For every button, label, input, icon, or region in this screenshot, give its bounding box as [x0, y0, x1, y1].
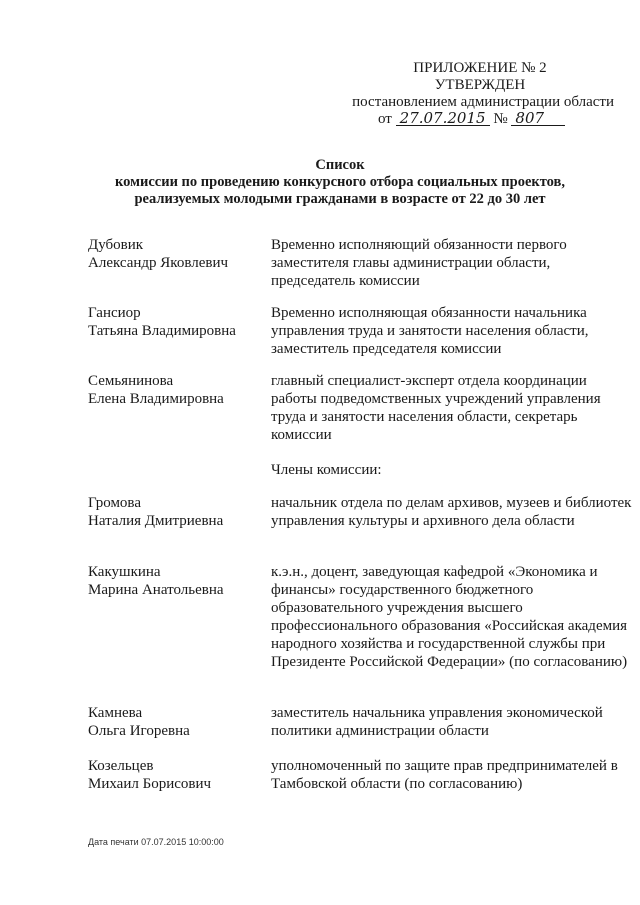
approved-by: постановлением администрации области [352, 94, 614, 110]
person-given-names: Александр Яковлевич [88, 255, 229, 271]
person-surname: Гансиор [88, 305, 141, 321]
person-name [88, 563, 273, 599]
approval-number: 807 [511, 111, 565, 126]
person-position: к.э.н., доцент, заведующая кафедрой «Экономика и финансы» государственного бюджетного образовательного учреждения высшего профессионального образования «Российская академия народного хозяйства и государственной службы при Президенте Российской Федерации» (по согласованию) [271, 564, 628, 670]
person-surname: Семьянинова [88, 373, 174, 389]
approved-label: УТВЕРЖДЕН [434, 77, 526, 93]
person-given-names: Марина Анатольевна [88, 582, 224, 598]
person-position: уполномоченный по защите прав предпринимателей в Тамбовской области (по согласованию) [271, 758, 618, 792]
person-name [88, 757, 273, 793]
person-name [88, 304, 273, 340]
person-given-names: Михаил Борисович [88, 776, 212, 792]
person-surname: Какушкина [88, 564, 161, 580]
person-given-names: Елена Владимировна [88, 391, 224, 407]
print-date-footer: Дата печати 07.07.2015 10:00:00 [88, 837, 224, 847]
approval-date: 27.07.2015 [396, 111, 490, 126]
person-name [88, 704, 273, 740]
person-given-names: Наталия Дмитриевна [88, 513, 224, 529]
approval-date-line [378, 111, 565, 128]
approval-header [340, 60, 620, 127]
person-position: заместитель начальника управления экономической политики администрации области [271, 705, 603, 739]
person-surname: Камнева [88, 705, 143, 721]
person-given-names: Ольга Игоревна [88, 723, 190, 739]
person-given-names: Татьяна Владимировна [88, 323, 236, 339]
person-surname: Козельцев [88, 758, 154, 774]
person-position: Временно исполняющий обязанности первого заместителя главы администрации области, председатель комиссии [271, 237, 567, 289]
person-surname: Дубовик [88, 237, 144, 253]
person-position: главный специалист-эксперт отдела координации работы подведомственных учреждений управления труда и занятости населения области, секретарь комиссии [271, 373, 601, 443]
person-name [88, 494, 273, 530]
members-heading: Члены комиссии: [271, 462, 382, 478]
person-name [88, 236, 273, 272]
person-position: Временно исполняющая обязанности начальника управления труда и занятости населения области, заместитель председателя комиссии [271, 305, 589, 357]
appendix-label: ПРИЛОЖЕНИЕ № 2 [413, 60, 547, 76]
from-label: от [378, 111, 392, 127]
number-label: № [493, 111, 508, 127]
person-name [88, 372, 273, 408]
document-title [80, 157, 600, 208]
person-surname: Громова [88, 495, 141, 511]
person-position: начальник отдела по делам архивов, музеев и библиотек управления культуры и архивного дела области [271, 495, 632, 529]
title-line-3: реализуемых молодыми гражданами в возрасте от 22 до 30 лет [134, 191, 546, 207]
title-line-1: Список [315, 157, 365, 173]
title-line-2: комиссии по проведению конкурсного отбора социальных проектов, [114, 174, 566, 190]
